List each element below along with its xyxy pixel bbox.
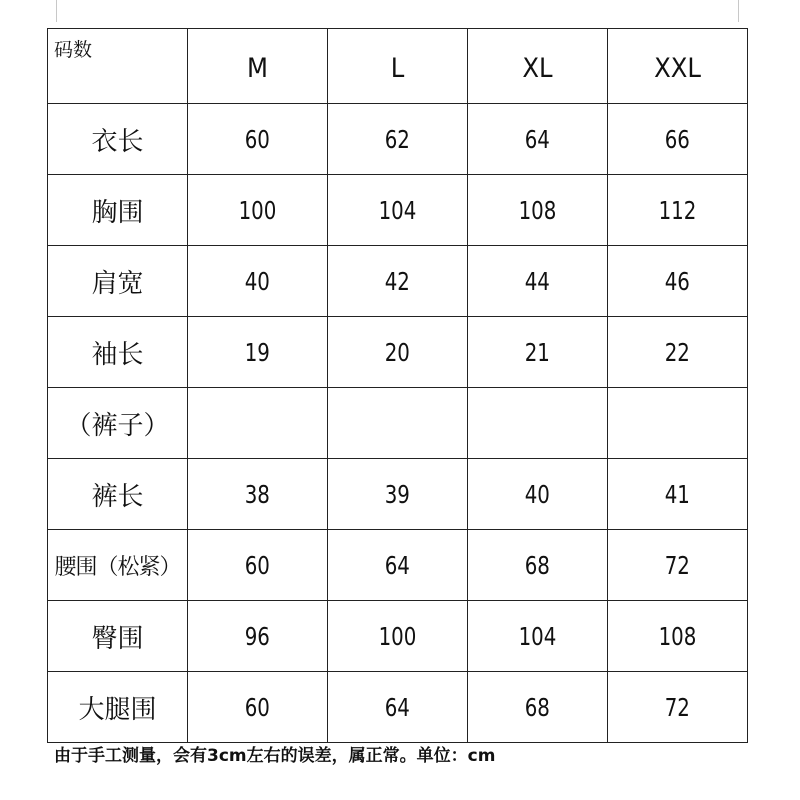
table-cell: 108 [468,175,608,246]
table-cell: 104 [468,601,608,672]
table-row [48,459,748,530]
table-cell: 64 [468,104,608,175]
table-cell: 104 [328,175,468,246]
table-cell [328,388,468,459]
table-cell: 68 [468,530,608,601]
table-cell: 112 [608,175,748,246]
table-cell [468,388,608,459]
table-cell: 46 [608,246,748,317]
table-cell: 39 [328,459,468,530]
table-cell: 60 [188,672,328,743]
table-cell: 100 [328,601,468,672]
table-cell: 66 [608,104,748,175]
table-cell: 38 [188,459,328,530]
page-corner-mark-right [738,0,739,22]
table-cell: 96 [188,601,328,672]
table-cell: 60 [188,530,328,601]
table-row [48,104,748,175]
size-header-m: M [188,29,328,104]
table-row [48,246,748,317]
section-label: （裤子） [48,388,188,459]
table-cell: 64 [328,672,468,743]
corner-label: 码数 [48,29,188,104]
table-cell: 22 [608,317,748,388]
table-cell: 19 [188,317,328,388]
table-cell: 108 [608,601,748,672]
table-cell: 40 [468,459,608,530]
row-label: 裤长 [48,459,188,530]
size-header-xxl: XXL [608,29,748,104]
table-cell: 41 [608,459,748,530]
table-cell [608,388,748,459]
row-label: 大腿围 [48,672,188,743]
table-row [48,317,748,388]
size-chart-table [47,28,748,743]
table-cell: 40 [188,246,328,317]
table-cell: 42 [328,246,468,317]
table-cell: 68 [468,672,608,743]
table-section-row [48,388,748,459]
table-row [48,530,748,601]
table-cell: 60 [188,104,328,175]
table-row [48,601,748,672]
row-label: 肩宽 [48,246,188,317]
measurement-footnote: 由于手工测量，会有3cm左右的误差，属正常。单位：cm [54,746,496,766]
size-header-xl: XL [468,29,608,104]
table-cell: 44 [468,246,608,317]
table-cell [188,388,328,459]
row-label: 袖长 [48,317,188,388]
table-cell: 21 [468,317,608,388]
table-cell: 72 [608,672,748,743]
table-row [48,672,748,743]
row-label: 腰围（松紧） [48,530,188,601]
table-cell: 72 [608,530,748,601]
row-label: 衣长 [48,104,188,175]
table-cell: 20 [328,317,468,388]
page-corner-mark-left [56,0,57,22]
table-cell: 100 [188,175,328,246]
table-row [48,175,748,246]
size-header-l: L [328,29,468,104]
row-label: 臀围 [48,601,188,672]
table-header-row [48,29,748,104]
row-label: 胸围 [48,175,188,246]
table-cell: 64 [328,530,468,601]
table-cell: 62 [328,104,468,175]
